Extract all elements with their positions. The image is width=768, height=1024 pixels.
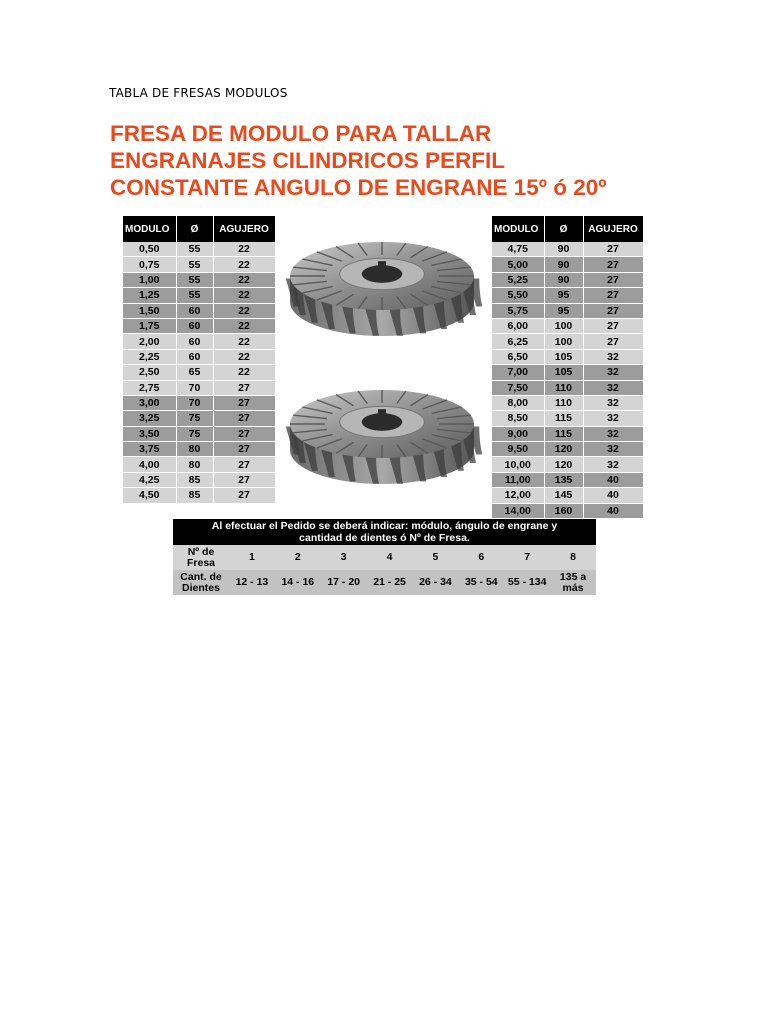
diameter-cell: 55: [176, 288, 213, 303]
diameter-cell: 75: [176, 426, 213, 441]
table-row: [492, 349, 643, 364]
header-modulo: MODULO: [492, 216, 544, 242]
table-row: [123, 426, 275, 441]
table-row: [123, 272, 275, 287]
agujero-cell: 27: [583, 272, 643, 287]
modulo-cell: 0,50: [123, 242, 176, 257]
table-row: [123, 303, 275, 318]
diameter-cell: 120: [544, 457, 583, 472]
table-row: [492, 488, 643, 503]
diameter-cell: 80: [176, 457, 213, 472]
table-row: [123, 349, 275, 364]
fresa-number-cell: 1: [229, 545, 275, 570]
modulo-cell: 4,00: [123, 457, 176, 472]
agujero-cell: 27: [213, 488, 275, 503]
diameter-cell: 55: [176, 242, 213, 257]
gear-cutter-images: [282, 228, 482, 508]
modulo-cell: 5,25: [492, 272, 544, 287]
teeth-range-cell: 21 - 25: [367, 570, 413, 595]
table-row: [492, 472, 643, 487]
modulo-cell: 2,25: [123, 349, 176, 364]
modulo-cell: 12,00: [492, 488, 544, 503]
table-row: [123, 242, 275, 257]
diameter-cell: 60: [176, 349, 213, 364]
gear-cutter-icon: [282, 376, 482, 494]
diameter-cell: 75: [176, 411, 213, 426]
header-diameter: Ø: [176, 216, 213, 242]
modulo-cell: 4,75: [492, 242, 544, 257]
order-note: [173, 519, 596, 545]
modulo-cell: 7,00: [492, 365, 544, 380]
agujero-cell: 27: [213, 411, 275, 426]
table-row: [492, 334, 643, 349]
fresa-number-table: [173, 545, 596, 595]
agujero-cell: 22: [213, 288, 275, 303]
table-row: [492, 365, 643, 380]
diameter-cell: 70: [176, 380, 213, 395]
table-row: [123, 457, 275, 472]
diameter-cell: 110: [544, 395, 583, 410]
left-module-table: [123, 216, 276, 504]
agujero-cell: 32: [583, 349, 643, 364]
agujero-cell: 32: [583, 411, 643, 426]
table-row: [123, 488, 275, 503]
fresa-number-cell: 5: [413, 545, 459, 570]
table-row: [492, 288, 643, 303]
last-range-line-1: 135 a: [559, 570, 587, 583]
agujero-cell: 22: [213, 334, 275, 349]
agujero-cell: 22: [213, 303, 275, 318]
teeth-range-cell: 35 - 54: [458, 570, 504, 595]
modulo-cell: 1,75: [123, 318, 176, 333]
fresa-label: [173, 545, 229, 570]
table-row: [492, 503, 643, 518]
header-agujero: AGUJERO: [583, 216, 643, 242]
modulo-cell: 6,00: [492, 318, 544, 333]
table-row: [492, 395, 643, 410]
title-line-2: ENGRANAJES CILINDRICOS PERFIL: [110, 148, 506, 173]
right-module-table: [492, 216, 644, 519]
agujero-cell: 27: [213, 457, 275, 472]
order-note-line-2: cantidad de dientes ó Nº de Fresa.: [299, 532, 470, 544]
modulo-cell: 1,50: [123, 303, 176, 318]
diameter-cell: 95: [544, 303, 583, 318]
modulo-cell: 6,25: [492, 334, 544, 349]
diameter-cell: 115: [544, 411, 583, 426]
agujero-cell: 22: [213, 365, 275, 380]
modulo-cell: 8,00: [492, 395, 544, 410]
fresa-number-cell: 3: [321, 545, 367, 570]
modulo-cell: 4,50: [123, 488, 176, 503]
dientes-label-line-2: Dientes: [182, 581, 220, 594]
modulo-cell: 0,75: [123, 257, 176, 272]
diameter-cell: 95: [544, 288, 583, 303]
agujero-cell: 32: [583, 426, 643, 441]
diameter-cell: 65: [176, 365, 213, 380]
modulo-cell: 2,00: [123, 334, 176, 349]
dientes-label: [173, 570, 229, 595]
agujero-cell: 27: [583, 334, 643, 349]
teeth-range-cell: [550, 570, 596, 595]
title-line-3: CONSTANTE ANGULO DE ENGRANE 15º ó 20º: [110, 175, 607, 200]
agujero-cell: 27: [213, 380, 275, 395]
diameter-cell: 105: [544, 365, 583, 380]
title-line-1: FRESA DE MODULO PARA TALLAR: [110, 121, 492, 146]
modulo-cell: 1,00: [123, 272, 176, 287]
diameter-cell: 55: [176, 257, 213, 272]
modulo-cell: 3,50: [123, 426, 176, 441]
agujero-cell: 22: [213, 272, 275, 287]
diameter-cell: 80: [176, 442, 213, 457]
diameter-cell: 135: [544, 472, 583, 487]
header-modulo: MODULO: [123, 216, 176, 242]
fresa-number-cell: 7: [504, 545, 550, 570]
table-row: [123, 380, 275, 395]
table-row: [123, 288, 275, 303]
diameter-cell: 55: [176, 272, 213, 287]
gear-cutter-icon: [282, 228, 482, 346]
agujero-cell: 27: [583, 288, 643, 303]
teeth-range-cell: 26 - 34: [413, 570, 459, 595]
diameter-cell: 110: [544, 380, 583, 395]
table-row: [492, 303, 643, 318]
modulo-cell: 8,50: [492, 411, 544, 426]
modulo-cell: 11,00: [492, 472, 544, 487]
modulo-cell: 1,25: [123, 288, 176, 303]
modulo-cell: 2,50: [123, 365, 176, 380]
table-row: [123, 318, 275, 333]
modulo-cell: 2,75: [123, 380, 176, 395]
table-row: [492, 380, 643, 395]
fresa-label-line-1: Nº de: [187, 545, 215, 558]
diameter-cell: 100: [544, 334, 583, 349]
agujero-cell: 40: [583, 503, 643, 518]
table-row: [492, 426, 643, 441]
table-row: [492, 257, 643, 272]
diameter-cell: 100: [544, 318, 583, 333]
diameter-cell: 85: [176, 488, 213, 503]
agujero-cell: 22: [213, 318, 275, 333]
modulo-cell: 6,50: [492, 349, 544, 364]
agujero-cell: 32: [583, 395, 643, 410]
modulo-cell: 10,00: [492, 457, 544, 472]
diameter-cell: 85: [176, 472, 213, 487]
agujero-cell: 22: [213, 242, 275, 257]
fresa-number-cell: 6: [458, 545, 504, 570]
diameter-cell: 105: [544, 349, 583, 364]
table-row: [123, 334, 275, 349]
table-row: [123, 442, 275, 457]
agujero-cell: 32: [583, 457, 643, 472]
teeth-range-row: [173, 570, 596, 595]
modulo-cell: 9,50: [492, 442, 544, 457]
modulo-cell: 5,50: [492, 288, 544, 303]
table-row: [492, 457, 643, 472]
diameter-cell: 90: [544, 257, 583, 272]
table-row: [123, 395, 275, 410]
diameter-cell: 60: [176, 334, 213, 349]
agujero-cell: 40: [583, 472, 643, 487]
fresa-number-cell: 2: [275, 545, 321, 570]
teeth-range-cell: 17 - 20: [321, 570, 367, 595]
table-row: [123, 365, 275, 380]
table-row: [492, 272, 643, 287]
diameter-cell: 70: [176, 395, 213, 410]
last-range-line-2: más: [562, 581, 584, 594]
order-note-line-1: Al efectuar el Pedido se deberá indicar: módulo, ángulo de engrane y: [211, 520, 558, 532]
agujero-cell: 27: [213, 472, 275, 487]
header-agujero: AGUJERO: [213, 216, 275, 242]
table-row: [492, 442, 643, 457]
modulo-cell: 7,50: [492, 380, 544, 395]
fresa-number-row: [173, 545, 596, 570]
agujero-cell: 27: [213, 442, 275, 457]
diameter-cell: 90: [544, 272, 583, 287]
modulo-cell: 4,25: [123, 472, 176, 487]
agujero-cell: 22: [213, 257, 275, 272]
modulo-cell: 3,00: [123, 395, 176, 410]
page-title: [110, 120, 710, 201]
agujero-cell: 27: [583, 318, 643, 333]
teeth-range-cell: 12 - 13: [229, 570, 275, 595]
diameter-cell: 145: [544, 488, 583, 503]
modulo-cell: 9,00: [492, 426, 544, 441]
table-row: [492, 411, 643, 426]
agujero-cell: 27: [583, 303, 643, 318]
table-row: [123, 472, 275, 487]
agujero-cell: 32: [583, 380, 643, 395]
table-header-row: [492, 216, 643, 242]
diameter-cell: 115: [544, 426, 583, 441]
diameter-cell: 120: [544, 442, 583, 457]
document-header: TABLA DE FRESAS MODULOS: [109, 86, 288, 100]
teeth-range-cell: 14 - 16: [275, 570, 321, 595]
agujero-cell: 32: [583, 442, 643, 457]
header-diameter: Ø: [544, 216, 583, 242]
dientes-label-line-1: Cant. de: [180, 570, 222, 583]
agujero-cell: 27: [213, 426, 275, 441]
diameter-cell: 90: [544, 242, 583, 257]
fresa-label-line-2: Fresa: [186, 556, 216, 569]
diameter-cell: 60: [176, 318, 213, 333]
table-row: [123, 257, 275, 272]
modulo-cell: 5,00: [492, 257, 544, 272]
modulo-cell: 3,25: [123, 411, 176, 426]
diameter-cell: 160: [544, 503, 583, 518]
agujero-cell: 32: [583, 365, 643, 380]
agujero-cell: 27: [583, 242, 643, 257]
agujero-cell: 27: [583, 257, 643, 272]
diameter-cell: 60: [176, 303, 213, 318]
fresa-number-cell: 8: [550, 545, 596, 570]
order-info-box: [173, 519, 596, 595]
modulo-cell: 5,75: [492, 303, 544, 318]
table-header-row: [123, 216, 275, 242]
modulo-cell: 14,00: [492, 503, 544, 518]
table-row: [492, 242, 643, 257]
agujero-cell: 27: [213, 395, 275, 410]
agujero-cell: 40: [583, 488, 643, 503]
fresa-number-cell: 4: [367, 545, 413, 570]
table-row: [123, 411, 275, 426]
table-row: [492, 318, 643, 333]
modulo-cell: 3,75: [123, 442, 176, 457]
teeth-range-cell: 55 - 134: [504, 570, 550, 595]
agujero-cell: 22: [213, 349, 275, 364]
